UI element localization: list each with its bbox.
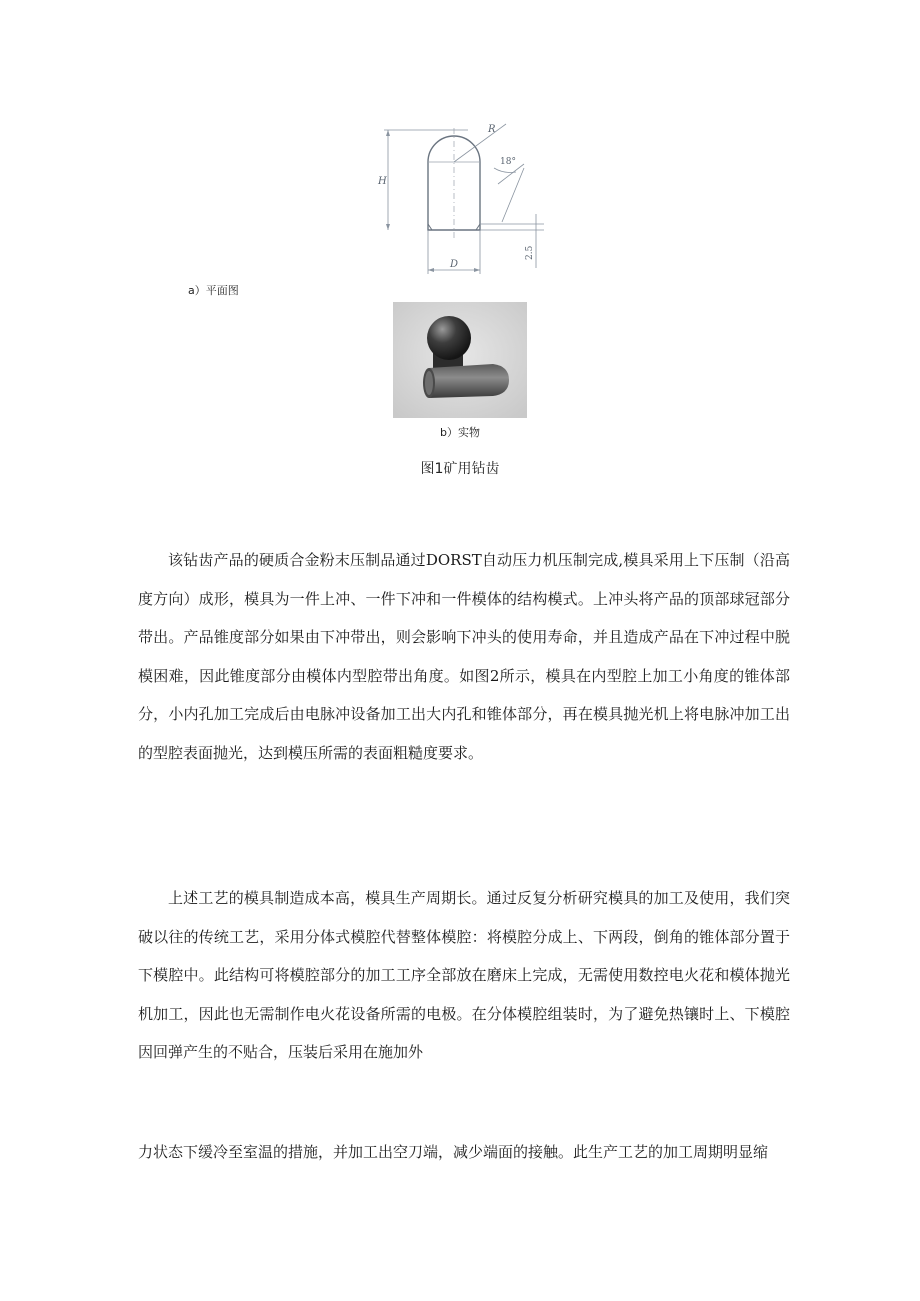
figure-title: 图1矿用钻齿 xyxy=(420,461,500,477)
body-paragraph: 该钻齿产品的硬质合金粉末压制品通过DORST自动压力机压制完成,模具采用上下压制（沿高度方向）成形，模具为一件上冲、一件下冲和一件模体的结构模式。上冲头将产品的顶部球冠部分带出。产品锥度部分如果由下冲带出，则会影响下冲头的使用寿命，并且造成产品在下冲过程中脱模困难，因此锥度部分由模体内型腔带出角度。如图2所示，模具在内型腔上加工小角度的锥体部分，小内孔加工完成后由电脉冲设备加工出大内孔和锥体部分，再在模具抛光机上将电脉冲加工出的型腔表面抛光，达到模压所需的表面粗糙度要求。 xyxy=(138,551,790,762)
body-paragraph: 力状态下缓冷至室温的措施，并加工出空刀端，减少端面的接触。此生产工艺的加工周期明显缩 xyxy=(138,1143,769,1161)
caption-photo: b）实物 xyxy=(440,426,480,439)
angle-label: 18° xyxy=(500,157,516,167)
body-paragraph: 上述工艺的模具制造成本高，模具生产周期长。通过反复分析研究模具的加工及使用，我们突破以往的传统工艺，采用分体式模腔代替整体模腔：将模腔分成上、下两段，倒角的锥体部分置于下模腔中。此结构可将模腔部分的加工工序全部放在磨床上完成，无需使用数控电火花和模体抛光机加工，因此也无需制作电火花设备所需的电极。在分体模腔组装时，为了避免热镶时上、下模腔因回弹产生的不贴合，压装后采用在施加外 xyxy=(138,889,790,1061)
radius-label: R xyxy=(488,124,496,135)
drill-tooth-plan-drawing xyxy=(376,118,548,283)
drill-tooth-photo xyxy=(393,302,527,418)
caption-plan-view: a）平面图 xyxy=(188,284,239,297)
chamfer-label: 2.5 xyxy=(525,245,535,260)
diameter-label: D xyxy=(450,259,459,270)
height-label: H xyxy=(378,176,387,187)
